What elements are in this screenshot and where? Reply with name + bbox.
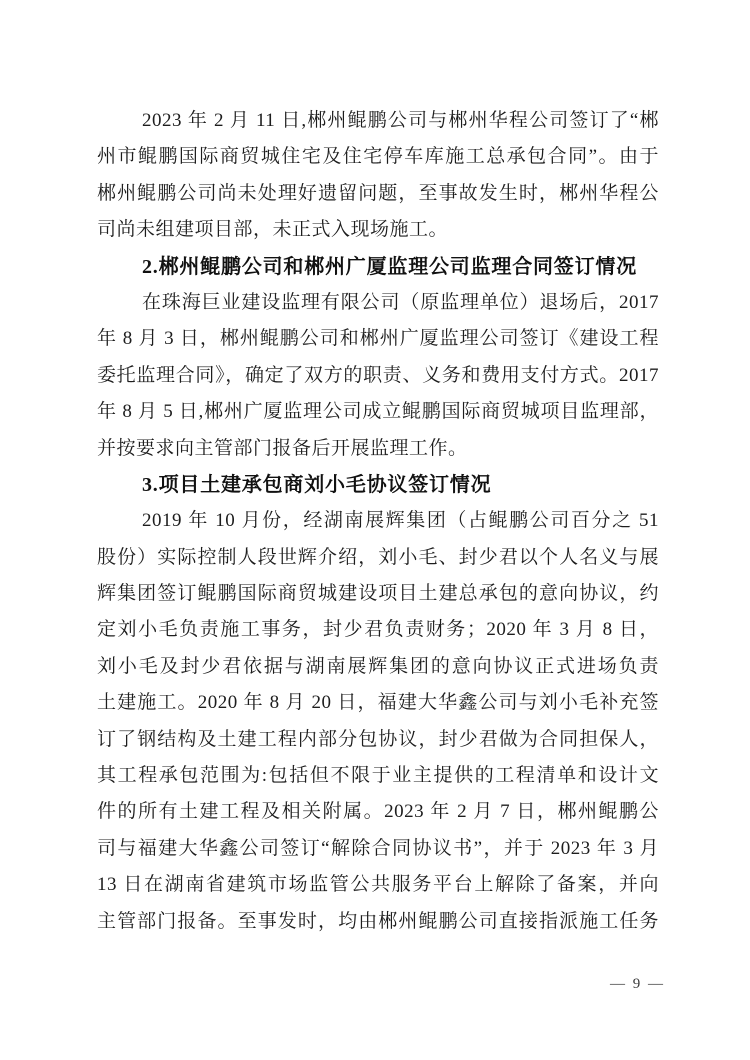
section-heading-3: 3.项目土建承包商刘小毛协议签订情况 bbox=[142, 473, 492, 496]
section-heading-2: 2.郴州鲲鹏公司和郴州广厦监理公司监理合同签订情况 bbox=[142, 255, 637, 278]
paragraph-line: 郴州鲲鹏公司尚未处理好遗留问题，至事故发生时，郴州华程公 bbox=[97, 182, 659, 204]
paragraph-line: 2023 年 2 月 11 日,郴州鲲鹏公司与郴州华程公司签订了“郴 bbox=[142, 110, 659, 131]
paragraph-line: 订了钢结构及土建工程内部分包协议，封少君做为合同担保人， bbox=[97, 728, 659, 750]
paragraph-line: 定刘小毛负责施工事务，封少君负责财务；2020 年 3 月 8 日， bbox=[97, 619, 659, 641]
document-body bbox=[97, 103, 659, 940]
paragraph-line: 委托监理合同》，确定了双方的职责、义务和费用支付方式。2017 bbox=[97, 364, 659, 386]
paragraph-line: 刘小毛及封少君依据与湖南展辉集团的意向协议正式进场负责 bbox=[97, 655, 659, 677]
paragraph-line: 辉集团签订鲲鹏国际商贸城建设项目土建总承包的意向协议，约 bbox=[97, 583, 659, 605]
paragraph-line: 土建施工。2020 年 8 月 20 日，福建大华鑫公司与刘小毛补充签 bbox=[97, 692, 659, 714]
paragraph-line: 其工程承包范围为:包括但不限于业主提供的工程清单和设计文 bbox=[97, 765, 659, 787]
paragraph-line: 司与福建大华鑫公司签订“解除合同协议书”，并于 2023 年 3 月 bbox=[97, 837, 659, 859]
page-number: — 9 — bbox=[610, 976, 665, 992]
paragraph-line: 件的所有土建工程及相关附属。2023 年 2 月 7 日，郴州鲲鹏公 bbox=[97, 801, 659, 823]
paragraph-line: 2019 年 10 月份，经湖南展辉集团（占鲲鹏公司百分之 51 bbox=[142, 510, 659, 532]
paragraph-line: 年 8 月 3 日，郴州鲲鹏公司和郴州广厦监理公司签订《建设工程 bbox=[97, 328, 659, 350]
paragraph-line: 州市鲲鹏国际商贸城住宅及住宅停车库施工总承包合同”。由于 bbox=[97, 146, 659, 168]
paragraph-line: 年 8 月 5 日,郴州广厦监理公司成立鲲鹏国际商贸城项目监理部， bbox=[97, 401, 659, 423]
paragraph-line: 13 日在湖南省建筑市场监管公共服务平台上解除了备案，并向 bbox=[97, 874, 659, 896]
paragraph-line: 并按要求向主管部门报备后开展监理工作。 bbox=[97, 437, 468, 459]
paragraph-line: 司尚未组建项目部，未正式入现场施工。 bbox=[97, 219, 449, 241]
paragraph-line: 在珠海巨业建设监理有限公司（原监理单位）退场后，2017 bbox=[142, 291, 659, 313]
paragraph-line: 主管部门报备。至事发时，均由郴州鲲鹏公司直接指派施工任务 bbox=[97, 910, 659, 932]
paragraph-line: 股份）实际控制人段世辉介绍，刘小毛、封少君以个人名义与展 bbox=[97, 546, 659, 568]
